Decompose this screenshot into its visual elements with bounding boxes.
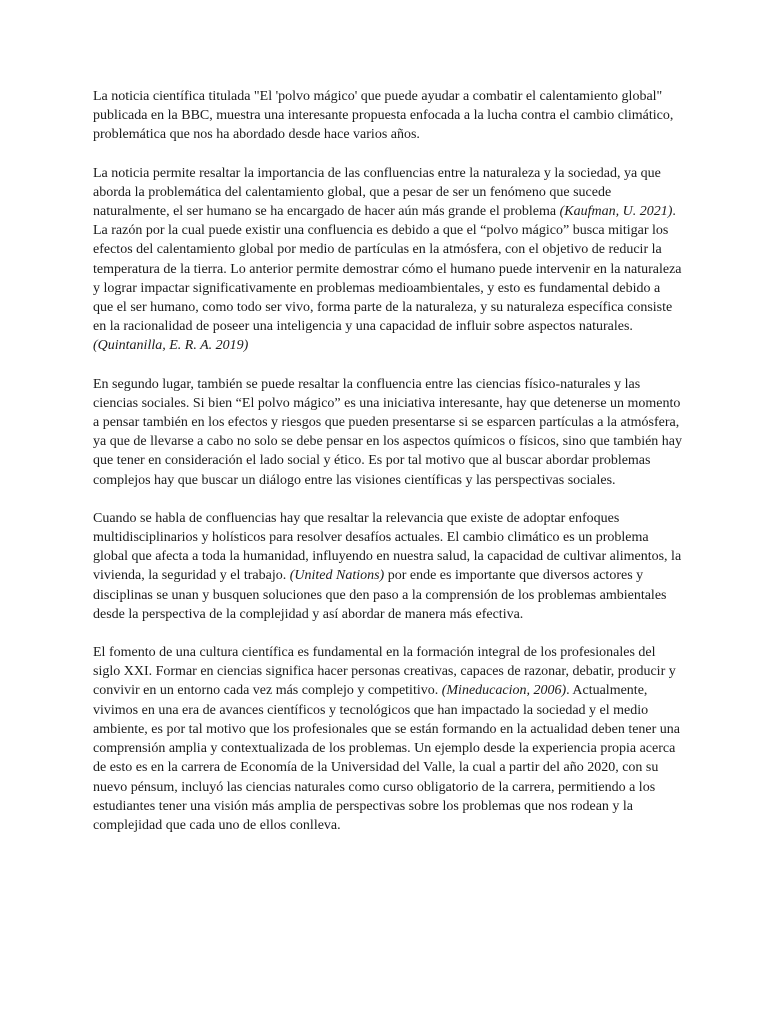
paragraph-text: El fomento de una cultura científica es fundamental en la formación integral de los profesionales del siglo XXI. Formar en ciencias significa hacer personas creativas, capaces de razonar, debatir, producir y convivir en un entorno cada vez más complejo y competitivo.	[93, 645, 676, 699]
paragraph-confluence-nature-society	[93, 164, 683, 356]
paragraph-intro	[93, 87, 683, 145]
paragraph-text: La noticia científica titulada "El 'polvo mágico' que puede ayudar a combatir el calentamiento global" publicada en la BBC, muestra una interesante propuesta enfocada a la lucha contra el cambio climático, problemática que nos ha abordado desde hace varios años.	[93, 89, 674, 143]
citation: (United Nations)	[289, 568, 385, 584]
paragraph-text: La noticia permite resaltar la importancia de las confluencias entre la naturaleza y la sociedad, ya que aborda la problemática del calentamiento global, que a pesar de ser un fenómeno que sucede naturalmente, el ser humano se ha encargado de hacer aún más grande el problema	[93, 165, 661, 220]
paragraph-text: por ende es importante que diversos actores y disciplinas se unan y busquen soluciones que den paso a la comprensión de los problemas ambientales desde la perspectiva de la complejidad y así abordar de manera más efectiva.	[93, 568, 667, 622]
paragraph-text: . La razón por la cual puede existir una confluencia es debido a que el “polvo mágico” busca mitigar los efectos del calentamiento global por medio de partículas en la atmósfera, con el objetivo de reducir la temperatura de la tierra. Lo anterior permite demostrar cómo el humano puede intervenir en la naturaleza y lograr impactar significativamente en problemas medioambientales, y esto es fundamental debido a que el ser humano, como todo ser vivo, forma parte de la naturaleza, y su naturaleza específica consiste en la racionalidad de poseer una inteligencia y una capacidad de influir sobre aspectos naturales.	[93, 204, 682, 335]
citation: (Mineducacion, 2006)	[441, 683, 567, 699]
citation: (Kaufman, U. 2021)	[559, 204, 673, 220]
paragraph-sciences-confluence	[93, 375, 683, 490]
paragraph-text: En segundo lugar, también se puede resaltar la confluencia entre las ciencias físico-naturales y las ciencias sociales. Si bien “El polvo mágico” es una iniciativa interesante, hay que detenerse un momento a pensar también en los efectos y riesgos que pueden presentarse si se esparcen partículas a la atmósfera, ya que de llevarse a cabo no solo se debe pensar en los aspectos químicos o físicos, sino que también hay que tener en consideración el lado social y ético. Es por tal motivo que al buscar abordar problemas complejos hay que buscar un diálogo entre las visiones científicas y las perspectivas sociales.	[93, 376, 683, 488]
paragraph-text: Cuando se habla de confluencias hay que resaltar la relevancia que existe de adoptar enfoques multidisciplinarios y holísticos para resolver desafíos actuales. El cambio climático es un problema global que afecta a toda la humanidad, influyendo en nuestra salud, la capacidad de cultivar alimentos, la vivienda, la seguridad y el trabajo.	[93, 510, 682, 584]
paragraph-text: . Actualmente, vivimos en una era de avances científicos y tecnológicos que han impactado la sociedad y el medio ambiente, es por tal motivo que los profesionales que se están formando en la actualidad deben tener una comprensión amplia y contextualizada de los problemas. Un ejemplo desde la experiencia propia acerca de esto es en la carrera de Economía de la Universidad del Valle, la cual a partir del año 2020, con su nuevo pénsum, incluyó las ciencias naturales como curso obligatorio de la carrera, permitiendo a los estudiantes tener una visión más amplia de perspectivas sobre los problemas que nos rodean y la complejidad que cada uno de ellos conlleva.	[93, 683, 681, 833]
citation: (Quintanilla, E. R. A. 2019)	[93, 338, 249, 354]
paragraph-scientific-culture	[93, 643, 683, 835]
paragraph-multidisciplinary	[93, 509, 683, 624]
document-body	[93, 87, 683, 854]
